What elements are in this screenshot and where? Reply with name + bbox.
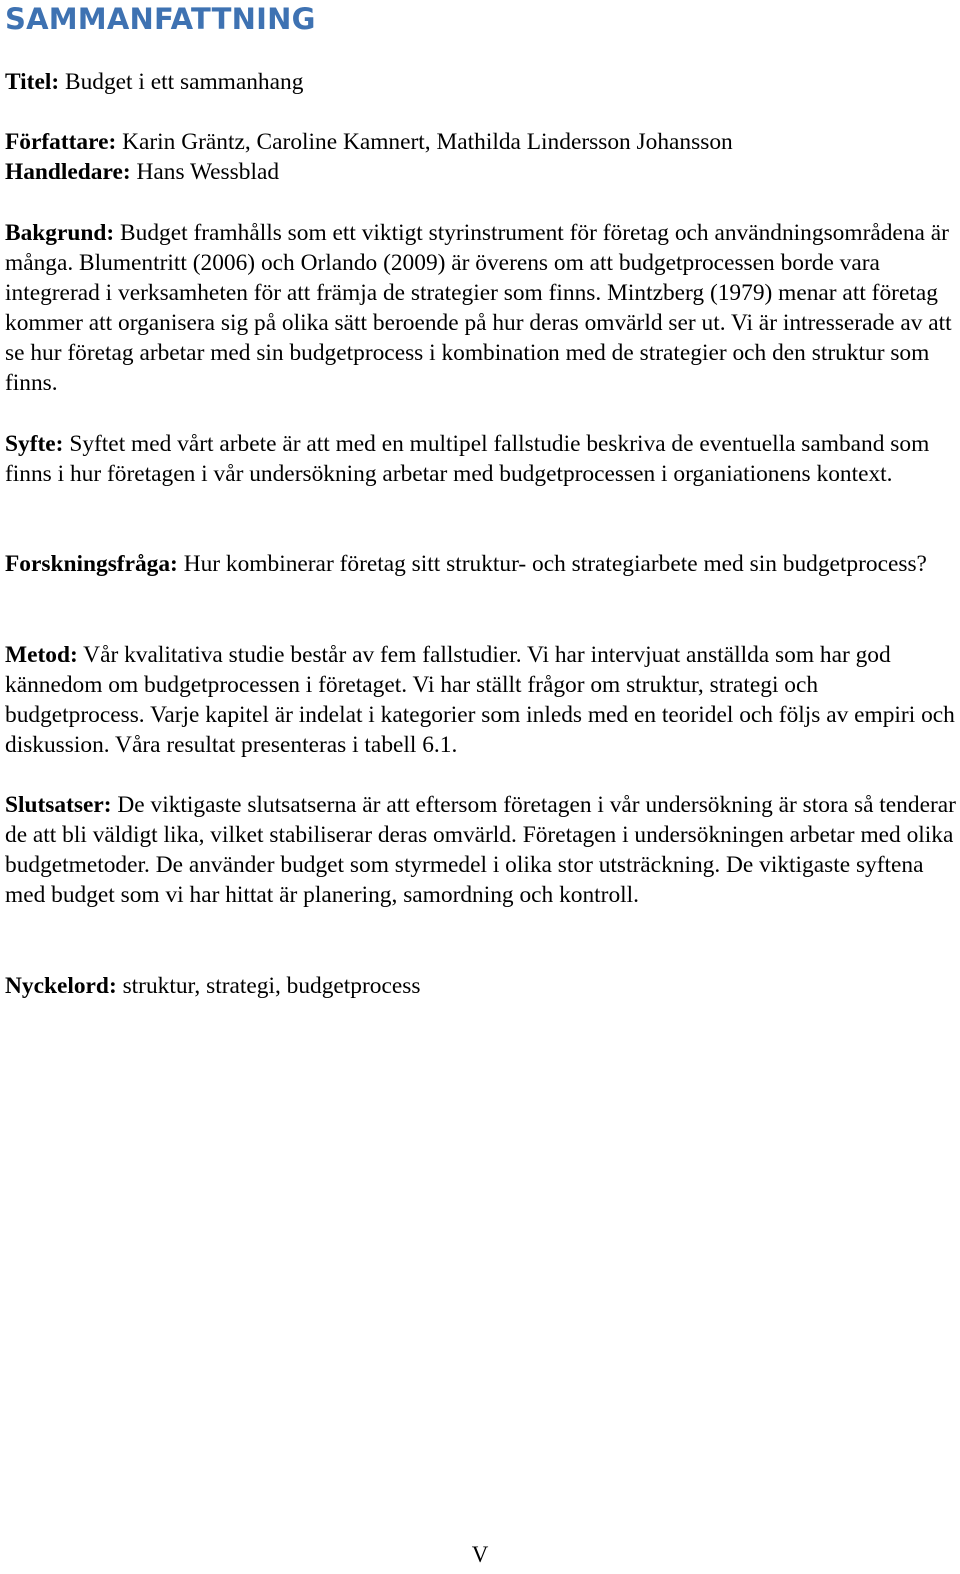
- method-text: Vår kvalitativa studie består av fem fallstudier. Vi har intervjuat anställda som har god kännedom om budgetprocessen i företaget. Vi har ställt frågor om struktur, strategi och budgetprocess. Varje kapitel är indelat i kategorier som inleds med en teoridel och följs av empiri och diskussion. Våra resultat presenteras i tabell 6.1.: [5, 642, 955, 759]
- page-number: V: [471, 1542, 489, 1567]
- purpose-paragraph: [5, 429, 957, 489]
- supervisor-field: [5, 157, 279, 187]
- background-text: Budget framhålls som ett viktigt styrinstrument för företag och användningsområdena är många. Blumentritt (2006) och Orlando (2009) är överens om att budgetprocessen borde vara integrerad i verksamheten för att främja de strategier som finns. Mintzberg (1979) menar att företag kommer att organisera sig på olika sätt beroende på hur deras omvärld ser ut. Vi är intresserade av att se hur företag arbetar med sin budgetprocess i kombination med de strategier och den struktur som finns.: [5, 220, 952, 397]
- keywords-label: Nyckelord:: [5, 973, 117, 999]
- research-question-label: Forskningsfråga:: [5, 551, 178, 577]
- page-heading: SAMMANFATTNING: [5, 2, 316, 36]
- conclusions-label: Slutsatser:: [5, 792, 112, 818]
- authors-value: Karin Gräntz, Caroline Kamnert, Mathilda Lindersson Johansson: [116, 129, 733, 155]
- summary-page: [5, 0, 957, 999]
- method-label: Metod:: [5, 642, 78, 668]
- purpose-text: Syftet med vårt arbete är att med en multipel fallstudie beskriva de eventuella samband som finns i hur företagen i vår undersökning arbetar med budgetprocessen i organiationens kontext.: [5, 431, 930, 488]
- supervisor-value: Hans Wessblad: [130, 159, 280, 185]
- purpose-label: Syfte:: [5, 431, 64, 457]
- background-label: Bakgrund:: [5, 220, 115, 246]
- background-paragraph: [5, 218, 957, 399]
- conclusions-text: De viktigaste slutsatserna är att eftersom företagen i vår undersökning är stora så tenderar de att bli väldigt lika, vilket stabiliserar deras omvärld. Företagen i undersökningen arbetar med olika budgetmetoder. De använder budget som styrmedel i olika stor utsträckning. De viktigaste syftena med budget som vi har hittat är planering, samordning och kontroll.: [5, 792, 956, 909]
- research-question-text: Hur kombinerar företag sitt struktur- och strategiarbete med sin budgetprocess?: [177, 551, 927, 577]
- conclusions-paragraph: [5, 790, 957, 910]
- method-paragraph: [5, 640, 957, 760]
- keywords-paragraph: [5, 971, 957, 1001]
- title-label: Titel:: [5, 69, 60, 95]
- authors-field: [5, 127, 733, 157]
- research-question-paragraph: [5, 549, 957, 579]
- keywords-text: struktur, strategi, budgetprocess: [116, 973, 421, 999]
- authors-label: Författare:: [5, 129, 117, 155]
- supervisor-label: Handledare:: [5, 159, 131, 185]
- title-field: [5, 67, 303, 97]
- title-value: Budget i ett sammanhang: [59, 69, 304, 95]
